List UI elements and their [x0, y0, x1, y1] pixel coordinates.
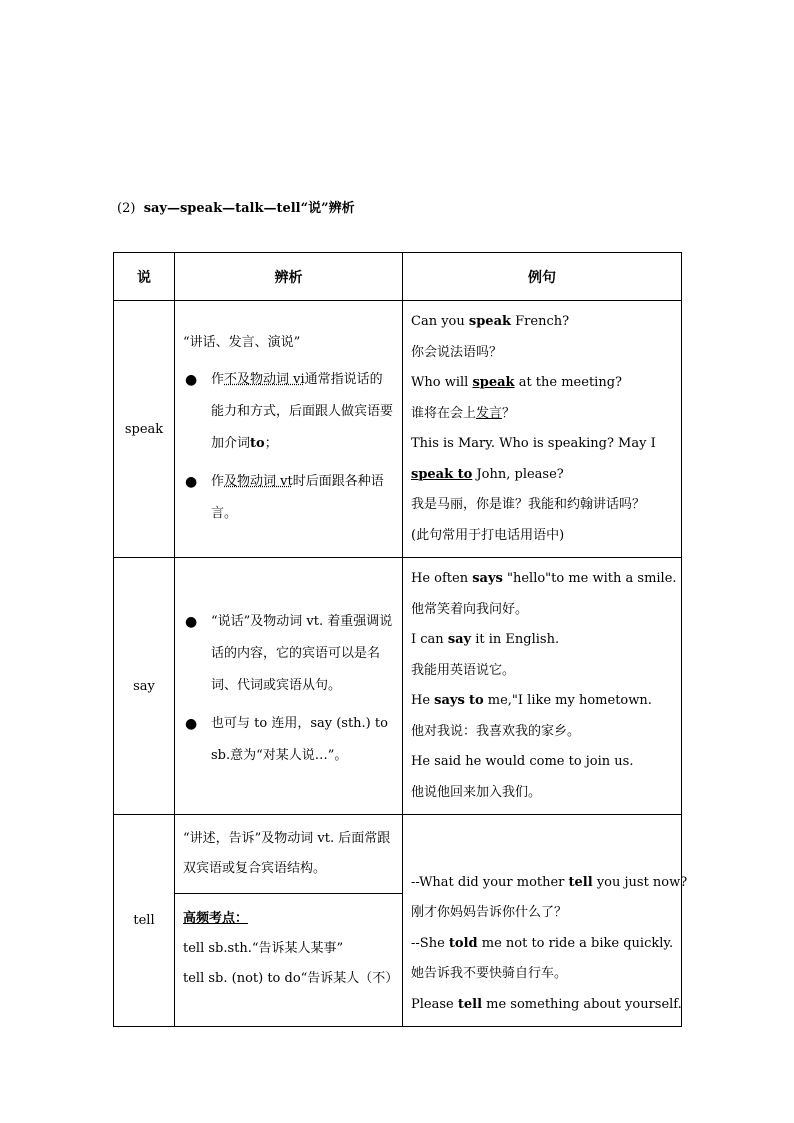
bullet-icon: ●	[185, 716, 198, 732]
header-analysis: 辨析	[175, 253, 403, 301]
example-line: --She told me not to ride a bike quickly.	[411, 935, 674, 951]
bullet-icon: ●	[185, 614, 198, 630]
examples-tell	[403, 815, 688, 1027]
header-examples: 例句	[403, 253, 682, 301]
speak-meaning: “讲话、发言、演说”	[183, 335, 301, 350]
key-point: tell sb.sth.“告诉某人某事”	[183, 941, 344, 956]
example-line: He said he would come to join us.	[411, 754, 634, 769]
example-translation: 刚才你妈妈告诉你什么了？	[411, 905, 568, 920]
analysis-tell	[175, 815, 403, 1027]
examples-speak	[403, 301, 682, 558]
example-line: speak to John, please?	[411, 466, 564, 482]
example-line: Who will speak at the meeting?	[411, 375, 622, 390]
tell-meaning: “讲述，告诉”及物动词 vt. 后面常跟双宾语或复合宾语结构。	[183, 831, 391, 876]
bullet-icon: ●	[185, 372, 198, 388]
key-points-title: 高频考点：	[183, 911, 249, 926]
example-translation: 他说他回来加入我们。	[411, 784, 542, 800]
analysis-say	[175, 558, 403, 815]
example-translation: 他常笑着向我问好。	[411, 601, 529, 617]
term-vt: 及物动词 vt	[224, 474, 293, 489]
analysis-speak	[175, 301, 403, 558]
example-line: He often says "hello"to me with a smile.	[411, 571, 677, 586]
word-speak: speak	[114, 301, 175, 558]
word-tell: tell	[114, 815, 175, 1027]
row-speak	[114, 301, 682, 558]
example-translation: 她告诉我不要快骑自行车。	[411, 966, 568, 981]
examples-say	[403, 558, 682, 815]
section-heading	[117, 197, 355, 216]
example-translation: 我是马丽，你是谁？我能和约翰讲话吗？	[411, 497, 646, 512]
word-say: say	[114, 558, 175, 815]
example-translation: 他对我说：我喜欢我的家乡。	[411, 723, 581, 739]
example-line: --What did your mother tell you just now?	[411, 874, 688, 890]
speak-bullet-2: ● 作及物动词 vt时后面跟各种语言。	[183, 466, 394, 530]
term-vi: 不及物动词 vi	[224, 372, 305, 387]
say-bullet-2: ● 也可与 to 连用，say (sth.) to sb.意为“对某人说…”。	[183, 708, 394, 772]
comparison-table	[113, 252, 688, 1027]
bullet-icon: ●	[185, 474, 198, 490]
row-say	[114, 558, 682, 815]
header-word: 说	[114, 253, 175, 301]
example-line: Please tell me something about yourself.	[411, 996, 682, 1012]
header-row	[114, 253, 682, 301]
example-line: He says to me,"I like my hometown.	[411, 693, 652, 708]
tell-analysis-split	[175, 815, 402, 1024]
example-line: Can you speak French?	[411, 314, 570, 329]
example-line: I can say it in English.	[411, 632, 560, 647]
row-tell	[114, 815, 682, 1027]
key-point: tell sb. (not) to do“告诉某人（不）	[183, 971, 399, 986]
speak-bullet-1: ● 作不及物动词 vi通常指说话的能力和方式，后面跟人做宾语要加介词to；	[183, 364, 394, 460]
example-translation: 我能用英语说它。	[411, 662, 516, 678]
section-title: say—speak—talk—tell“说”辨析	[143, 201, 355, 216]
example-translation: 谁将在会上发言？	[411, 405, 516, 421]
say-bullet-1: ● “说话”及物动词 vt. 着重强调说话的内容，它的宾语可以是名词、代词或宾语从句。	[183, 606, 394, 702]
section-number: (2)	[117, 201, 136, 216]
example-translation: 你会说法语吗？	[411, 344, 503, 360]
example-note: (此句常用于打电话用语中)	[411, 527, 565, 543]
example-line: This is Mary. Who is speaking? May I	[411, 436, 656, 451]
